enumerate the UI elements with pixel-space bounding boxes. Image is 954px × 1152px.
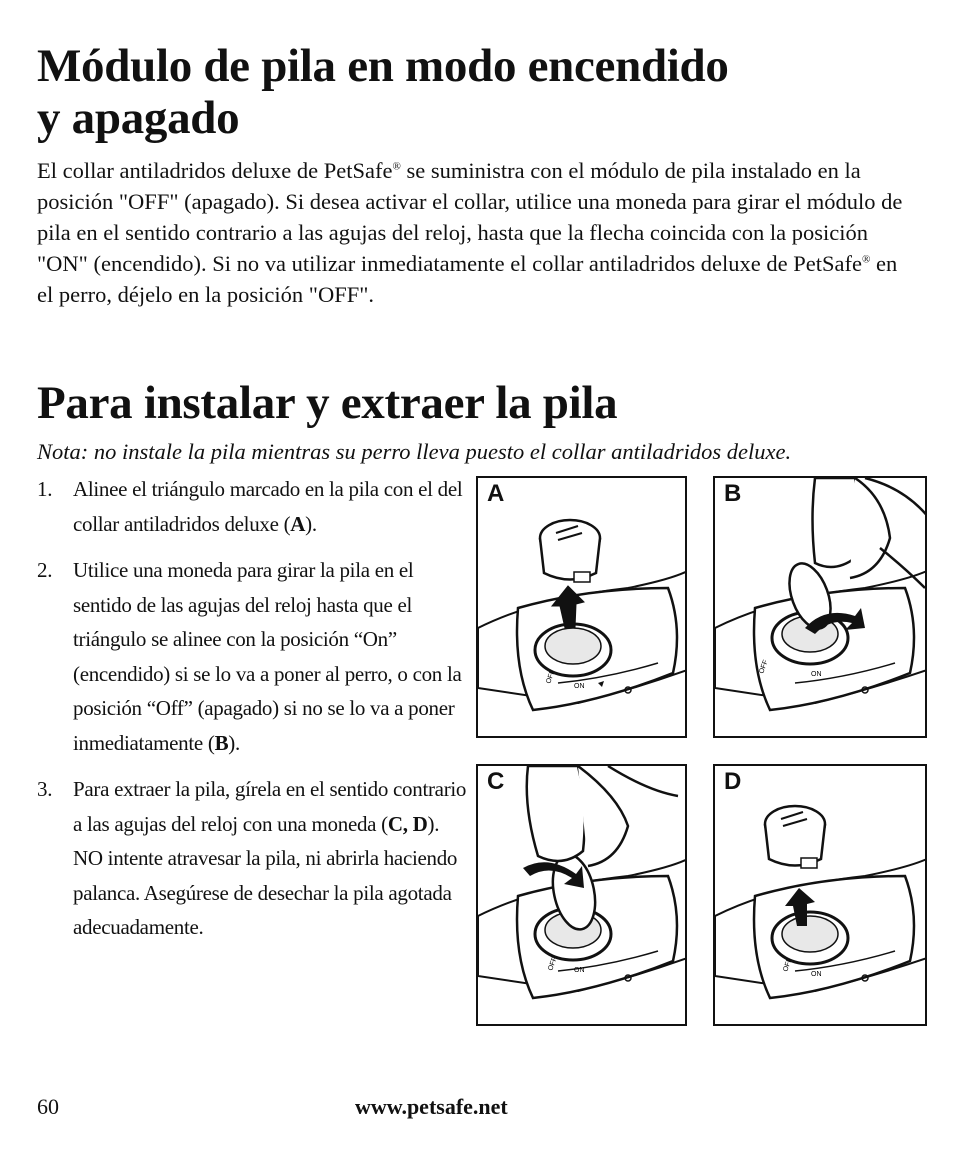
figure-label: B bbox=[724, 480, 742, 507]
dial-off-label: OFF bbox=[758, 659, 770, 675]
registered-mark: ® bbox=[861, 253, 871, 266]
figure-label: C bbox=[487, 768, 505, 795]
step-item bbox=[37, 772, 467, 945]
figure-d bbox=[713, 764, 927, 1026]
step-figure-ref: A bbox=[290, 511, 306, 536]
dial-off-label: OFF bbox=[545, 669, 557, 685]
note-text: Nota: no instale la pila mientras su perro lleva puesto el collar antiladridos deluxe. bbox=[37, 439, 792, 464]
dial-on-label: ON bbox=[574, 683, 585, 690]
dial-off-label: OFF bbox=[547, 956, 559, 972]
intro-text-3: en el perro, déjelo en la posición "OFF". bbox=[37, 251, 898, 307]
dial-on-label: ON bbox=[811, 671, 822, 678]
collar-battery-illustration bbox=[478, 766, 687, 1026]
step-number: 3. bbox=[37, 777, 53, 801]
intro-text-2: se suministra con el módulo de pila instalado en la posición "OFF" (apagado). Si desea activar el collar, utilice una moneda para girar el módulo de pila en el sentido contrario a las agujas del reloj, hasta que la flecha coincida con la posición "ON" (encendido). Si no va utilizar inmediatamente el collar antiladridos deluxe de PetSafe bbox=[37, 158, 903, 276]
intro-text-1: El collar antiladridos deluxe de PetSafe bbox=[37, 158, 393, 183]
collar-battery-illustration bbox=[715, 478, 927, 738]
figure-a bbox=[476, 476, 687, 738]
step-item bbox=[37, 553, 467, 760]
dial-off-label: OFF bbox=[782, 957, 794, 973]
step-number: 1. bbox=[37, 477, 53, 501]
step-text: Utilice una moneda para girar la pila en el sentido de las agujas del reloj hasta que el triángulo se alinee con la posición “On” (encendido) si se lo va a poner al perro, o con la posición “Off” (apagado) si no se lo va a poner inmediatamente ( bbox=[73, 558, 462, 755]
figure-b bbox=[713, 476, 927, 738]
collar-battery-illustration bbox=[715, 766, 927, 1026]
step-text: Para extraer la pila, gírela en el sentido contrario a las agujas del reloj con una moneda ( bbox=[73, 777, 467, 836]
page-title bbox=[37, 40, 729, 144]
step-text-end: ). NO intente atravesar la pila, ni abrirla haciendo palanca. Asegúrese de desechar la pila agotada adecuadamente. bbox=[73, 811, 458, 939]
collar-battery-illustration bbox=[478, 478, 687, 738]
page-number: 60 bbox=[37, 1094, 59, 1119]
step-text: Alinee el triángulo marcado en la pila con el del collar antiladridos deluxe ( bbox=[73, 477, 463, 536]
intro-paragraph bbox=[37, 155, 917, 310]
figure-label: A bbox=[487, 480, 505, 507]
step-number: 2. bbox=[37, 558, 53, 582]
step-figure-ref: C, D bbox=[387, 811, 428, 836]
step-text-end: ). bbox=[228, 730, 240, 755]
dial-on-label: ON bbox=[574, 967, 585, 974]
page-title-line1: Módulo de pila en modo encendido bbox=[37, 40, 729, 92]
step-item bbox=[37, 472, 467, 541]
figure-label: D bbox=[724, 768, 742, 795]
step-figure-ref: B bbox=[214, 730, 229, 755]
page-title-line2: y apagado bbox=[37, 92, 240, 144]
footer-url: www.petsafe.net bbox=[355, 1094, 508, 1119]
dial-on-label: ON bbox=[811, 971, 822, 978]
section-heading: Para instalar y extraer la pila bbox=[37, 377, 618, 429]
registered-mark: ® bbox=[392, 160, 401, 173]
figure-c bbox=[476, 764, 687, 1026]
step-text-end: ). bbox=[305, 511, 317, 536]
steps-list bbox=[37, 472, 467, 957]
